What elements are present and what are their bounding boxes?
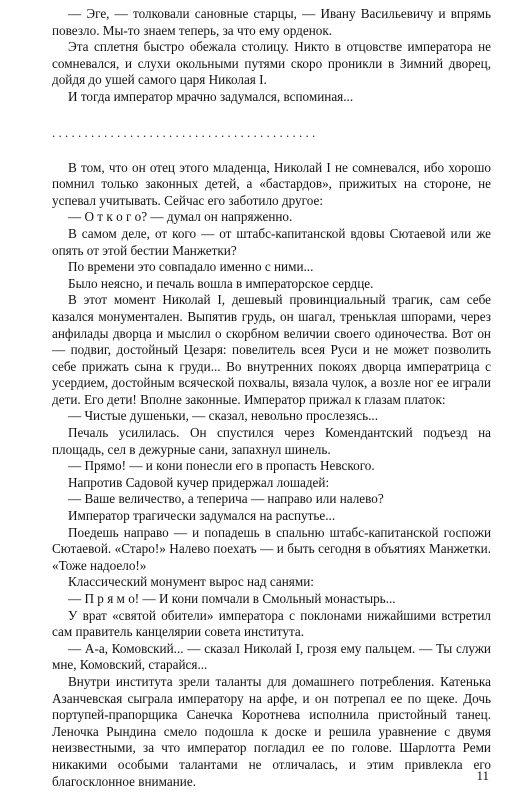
paragraph: — А-а, Комовский... — сказал Николай I, грозя ему пальцем. — Ты служи мне, Комовский, старайся... — [52, 640, 491, 673]
paragraph: Поедешь направо — и попадешь в спальню штабс-капитанской госпожи Сютаевой. «Старо!» Налево поехать — и быть сегодня в объятиях Манжетки. «Тоже надоело!» — [52, 524, 491, 573]
page-number: 11 — [476, 768, 489, 783]
paragraph: — Чистые душеньки, — сказал, невольно прослезясь... — [68, 408, 378, 424]
paragraph: Внутри института зрели таланты для домашнего потребления. Катенька Азанчевская сыграла императору на арфе, и он потрепал ее по щеке. Дочь портупей-прапорщика Санечка Коротнева исполнила пристойный танец. Леночка Рындина смело подошла к доске и решила уравнение с двумя неизвестными, за что император погладил ее по голове. Шарлотта Реми никакими особыми талантами не отличалась, и этим привлекла его благосклонное внимание. — [52, 673, 491, 789]
paragraph: — Ваше величество, а теперича — направо или налево? — [68, 491, 384, 507]
paragraph: — Прямо! — и кони понесли его в пропасть Невского. — [68, 458, 375, 474]
paragraph: По времени это совпадало именно с ними... — [68, 259, 314, 275]
paragraph: Печаль усилилась. Он спустился через Комендантский подъезд на площадь, сел в дежурные сани, запахнул шинель. — [52, 425, 491, 457]
paragraph: Напротив Садовой кучер придержал лошадей: — [68, 474, 330, 490]
paragraph: В этот момент Николай I, дешевый провинциальный трагик, сам себе казался монументален. Выпятив грудь, он шагал, треньклая шпорами, через анфилады дворца и мыслил о скорбном величии своего одиночества. Вот он — подвиг, достойный Цезаря: повелитель всея Руси и не может позволить себе прижать сына к груди... Во внутренних покоях дворца императрица с усердием, достойным всяческой похвалы, вязала чулок, а возле ног ее играли дети. Его дети! Вполне законные. Император прижал к глазам платок: — [52, 292, 491, 407]
paragraph: У врат «святой обители» императора с поклонами нижайшими встретил сам правитель канцелярии совета института. — [52, 607, 491, 640]
paragraph: Классический монумент вырос над санями: — [68, 574, 314, 590]
paragraph: — О т к о г о? — думал он напряженно. — [68, 209, 293, 225]
paragraph: В том, что он отец этого младенца, Николай I не сомневался, ибо хорошо помнил только законных детей, а «бастардов», прижитых на стороне, не успевал учитывать. Сейчас его заботило другое: — [52, 159, 491, 208]
paragraph: Было неясно, и печаль вошла в императорское сердце. — [68, 275, 374, 291]
section-separator: . . . . . . . . . . . . . . . . . . . . . . . . . . . . . . . . . . . . . . . . . — [52, 127, 316, 138]
paragraph: И тогда император мрачно задумался, вспоминая... — [68, 88, 354, 104]
paragraph: — П р я м о! — И кони помчали в Смольный монастырь... — [68, 591, 396, 606]
paragraph: Император трагически задумался на распутье... — [68, 508, 336, 524]
paragraph: В самом деле, от кого — от штабс-капитанской вдовы Сютаевой или же опять от этой бестии Манжетки? — [52, 225, 491, 258]
paragraph: — Эге, — толковали сановные старцы, — Ивану Васильевичу и впрямь повезло. Мы-то знаем теперь, за что ему орденок. — [52, 6, 491, 38]
paragraph: Эта сплетня быстро обежала столицу. Никто в отцовстве императора не сомневался, и слухи окольными путями скоро проникли в Зимний дворец, дойдя до ушей самого царя Николая I. — [52, 39, 491, 88]
